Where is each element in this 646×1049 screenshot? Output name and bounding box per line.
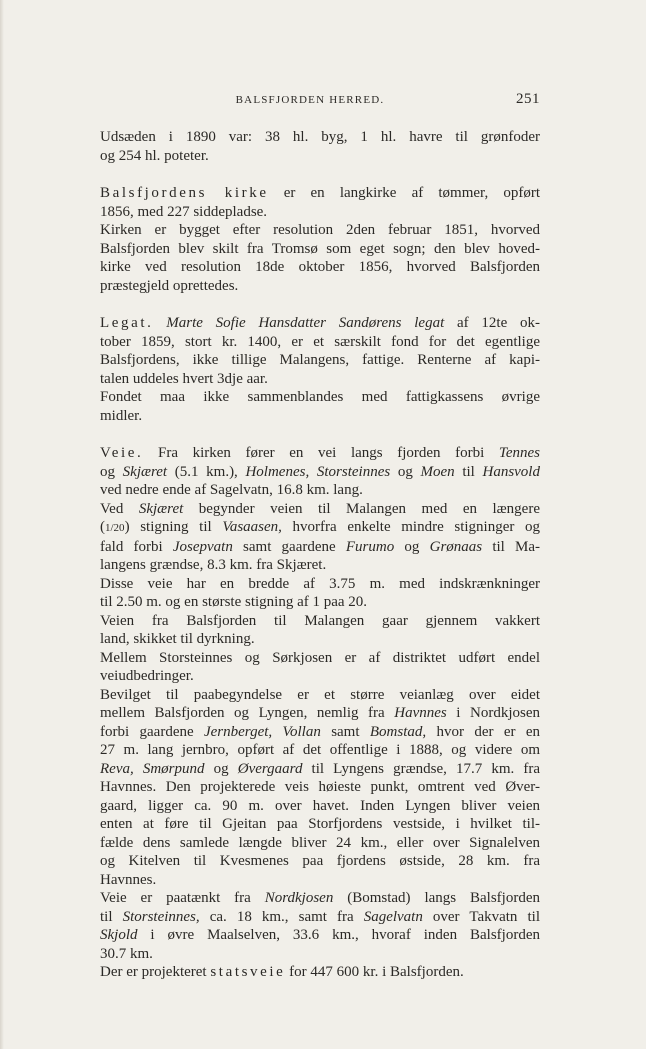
italic-name: Jernberget, Vollan — [203, 723, 321, 740]
text-run: veiudbedringer. — [100, 668, 194, 684]
paragraph-kirke — [80, 184, 540, 221]
text-run: Disse veie har en bredde af 3.75 m. med indskrænkninger — [100, 575, 540, 592]
text-run: kirke ved resolution 18de oktober 1856, hvorved Balsfjorden — [100, 259, 540, 275]
text-line — [80, 852, 540, 871]
text-run: ) stigning til — [124, 519, 223, 535]
text-run: Havnnes. — [100, 871, 157, 888]
text-run: enten at føre til Gjeitan paa Storfjordens vestside, i hvilket til- — [100, 816, 540, 832]
text-run: ( — [100, 519, 105, 535]
text-line — [80, 741, 540, 760]
paragraph-mellem — [80, 649, 540, 686]
text-line — [80, 184, 540, 203]
text-line — [80, 649, 540, 668]
text-run: midler. — [100, 407, 143, 424]
text-run: Ved — [100, 500, 139, 517]
italic-name: Tennes — [498, 445, 540, 461]
italic-name: Øvergaard — [237, 760, 303, 777]
paragraph-udsaeden — [80, 128, 540, 165]
text-line — [80, 797, 540, 816]
text-line — [80, 351, 540, 370]
text-run: gaard, ligger ca. 90 m. over havet. Inden Lyngen bliver veien — [100, 797, 540, 814]
text-line — [80, 463, 540, 482]
italic-name: Holmenes, Storsteinnes — [245, 463, 391, 480]
italic-name: Storsteinnes, — [122, 908, 200, 925]
text-line — [80, 388, 540, 407]
paragraph-vakkert — [80, 612, 540, 649]
text-run: og — [390, 463, 421, 480]
text-run: præstegjeld oprettedes. — [100, 277, 239, 294]
text-line — [80, 778, 540, 797]
italic-name: Reva, Smørpund — [100, 760, 205, 777]
text-line — [80, 221, 540, 240]
text-line — [80, 667, 540, 686]
text-run: (Bomstad) langs Balsfjorden — [333, 890, 540, 906]
text-run: samt gaardene — [232, 538, 346, 555]
text-line — [80, 686, 540, 705]
text-run: (5.1 km.), — [167, 463, 246, 480]
text-run: fælde dens samlede længde bliver 24 km., eller over Signalelven — [100, 834, 540, 851]
text-run: mellem Balsfjorden og Lyngen, nemlig fra — [100, 705, 395, 721]
italic-name: Havnnes — [394, 705, 447, 721]
paragraph-fondet — [80, 388, 540, 425]
text-line — [80, 314, 540, 333]
italic-name: Vasaasen, — [222, 519, 282, 535]
paragraph-bevilget — [80, 686, 540, 890]
text-line — [80, 575, 540, 594]
text-line — [80, 277, 540, 296]
text-line — [80, 630, 540, 649]
text-run: tober 1859, stort kr. 1400, er et særskilt fond for det egentlige — [100, 333, 540, 350]
text-run: og 254 hl. poteter. — [100, 147, 209, 164]
text-run: samt — [320, 723, 370, 740]
text-run: Der er projekteret — [100, 964, 211, 980]
italic-name: Nordkjosen — [264, 890, 334, 906]
text-run: til — [100, 908, 123, 925]
text-run: land, skikket til dyrkning. — [100, 631, 255, 647]
text-run: og — [100, 463, 123, 480]
text-run: til Ma- — [482, 538, 540, 555]
text-run: ved nedre ende af Sagelvatn, 16.8 km. lang. — [100, 482, 363, 498]
text-line — [80, 760, 540, 779]
paragraph-statsveie — [80, 963, 540, 982]
text-run: fald forbi — [100, 538, 173, 555]
text-line — [80, 593, 540, 612]
text-run: 27 m. lang jernbro, opført af det offentlige i 1888, og videre om — [100, 742, 540, 758]
paragraph-veie — [80, 444, 540, 500]
text-run: 30.7 km. — [100, 945, 153, 962]
text-run: for 447 600 kr. i Balsfjorden. — [285, 964, 464, 980]
text-run: Bevilget til paabegyndelse er et større veianlæg over eidet — [100, 686, 540, 703]
text-run: og Kitelven til Kvesmenes paa fjordens østside, 28 km. fra — [100, 853, 540, 869]
spaced-heading: Veie. — [100, 445, 144, 461]
paragraph-skjaeret — [80, 500, 540, 575]
text-line — [80, 723, 540, 742]
text-run: i Nordkjosen — [446, 705, 540, 721]
text-run: Mellem Storsteinnes og Sørkjosen er af distriktet udført endel — [100, 649, 540, 666]
text-line — [80, 945, 540, 964]
paragraph-kirken-bygget — [80, 221, 540, 295]
text-run: hvor der er en — [426, 723, 540, 740]
text-line — [80, 240, 540, 259]
text-run: langens grændse, 8.3 km. fra Skjæret. — [100, 557, 327, 573]
text-line — [80, 908, 540, 927]
paragraph-paataenkt — [80, 889, 540, 963]
body-text — [80, 128, 540, 982]
text-line — [80, 815, 540, 834]
italic-name: Josepvatn — [172, 538, 233, 555]
italic-name: Skjæret — [138, 500, 184, 517]
text-run: Kirken er bygget efter resolution 2den februar 1851, hvorved — [100, 222, 540, 238]
text-line — [80, 203, 540, 222]
text-run: Havnnes. Den projekterede veis høieste punkt, omtrent ved Øver- — [100, 779, 540, 795]
italic-name: Bomstad, — [369, 723, 427, 740]
book-page — [80, 88, 540, 982]
spaced-heading: statsveie — [210, 964, 286, 980]
text-line — [80, 834, 540, 853]
italic-name: Marte Sofie Hansdatter Sandørens legat — [166, 315, 445, 331]
text-line — [80, 481, 540, 500]
text-run: Fondet maa ikke sammenblandes med fattigkassens øvrige — [100, 389, 540, 405]
text-run: og — [204, 760, 238, 777]
text-run: og — [394, 538, 430, 555]
text-line — [80, 889, 540, 908]
text-run: Udsæden i 1890 var: 38 hl. byg, 1 hl. havre til grønfoder — [100, 129, 540, 145]
text-run: 1/20 — [105, 522, 125, 534]
page-spine-shadow — [0, 0, 4, 1049]
italic-name: Furumo — [345, 538, 395, 555]
text-run: af 12te ok- — [444, 315, 540, 331]
text-line — [80, 556, 540, 575]
text-line — [80, 704, 540, 723]
text-run: Balsfjordens, ikke tillige Malangens, fattige. Renterne af kapi- — [100, 352, 540, 368]
text-run: Veie er paatænkt fra — [100, 890, 265, 906]
text-run: talen uddeles hvert 3dje aar. — [100, 370, 268, 387]
text-run: begynder veien til Malangen med en længere — [183, 500, 540, 517]
page-number: 251 — [516, 91, 540, 107]
text-line — [80, 333, 540, 352]
paragraph-bredde — [80, 575, 540, 612]
running-title: BALSFJORDEN HERRED. — [235, 94, 385, 106]
text-line — [80, 612, 540, 631]
italic-name: Hansvold — [482, 463, 540, 480]
italic-name: Skjæret — [122, 463, 168, 480]
spaced-heading: Legat. — [100, 315, 154, 331]
text-run: er en langkirke af tømmer, opført — [268, 185, 540, 201]
text-run: Balsfjorden blev skilt fra Tromsø som eget sogn; den blev hoved- — [100, 240, 540, 257]
text-run — [154, 315, 167, 331]
text-run: Fra kirken fører en vei langs fjorden forbi — [143, 445, 499, 461]
text-run: over Takvatn til — [422, 908, 540, 925]
italic-name: Skjold — [100, 927, 138, 943]
text-line — [80, 370, 540, 389]
italic-name: Grønaas — [429, 538, 483, 555]
text-run: forbi gaardene — [100, 723, 204, 740]
text-run: hvorfra enkelte mindre stigninger og — [281, 519, 541, 535]
text-line — [80, 258, 540, 277]
text-line — [80, 926, 540, 945]
text-run: til Lyngens grændse, 17.7 km. fra — [302, 760, 540, 777]
running-header — [80, 88, 540, 110]
spaced-heading: Balsfjordens kirke — [100, 185, 269, 201]
text-line — [80, 871, 540, 890]
paragraph-legat — [80, 314, 540, 388]
italic-name: Moen — [420, 463, 455, 480]
text-run: Veien fra Balsfjorden til Malangen gaar gjennem vakkert — [100, 612, 540, 629]
text-line — [80, 538, 540, 557]
text-run: til 2.50 m. og en største stigning af 1 paa 20. — [100, 594, 368, 610]
text-line — [80, 128, 540, 147]
text-line — [80, 963, 540, 982]
text-line — [80, 518, 540, 538]
text-line — [80, 147, 540, 166]
text-run: i øvre Maalselven, 33.6 km., hvoraf inden Balsfjorden — [137, 927, 540, 943]
text-run: ca. 18 km., samt fra — [199, 908, 364, 925]
text-run: til — [454, 463, 483, 480]
text-run: 1856, med 227 siddepladse. — [100, 203, 268, 220]
text-line — [80, 444, 540, 463]
text-line — [80, 407, 540, 426]
italic-name: Sagelvatn — [363, 908, 423, 925]
text-line — [80, 500, 540, 519]
